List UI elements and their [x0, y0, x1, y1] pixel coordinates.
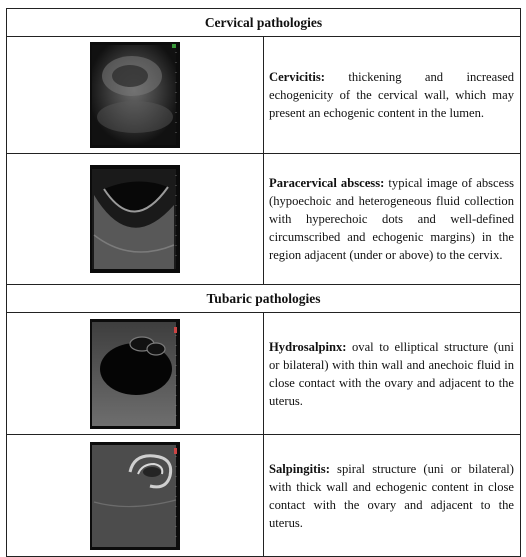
term-label: Hydrosalpinx: [269, 339, 347, 354]
term-description: thickening and increased echogenicity of the cervical wall, which may present an echogenic content in the lumen. [269, 70, 514, 120]
section-title-tubaric: Tubaric pathologies [7, 285, 521, 313]
section-header-row [7, 9, 521, 37]
term-description: typical image of abscess (hypoechoic and heterogeneous fluid collection with hyperechoic dots and well-defined circumscribed and echogenic margins) in the region adjacent (under or above) to the cervix. [269, 176, 514, 262]
image-cell [7, 313, 264, 435]
cervicitis-ultrasound-image [90, 42, 180, 148]
description-cell [264, 435, 521, 557]
table-row [7, 313, 521, 435]
table-row [7, 37, 521, 154]
pathologies-table [6, 8, 521, 557]
description-cell [264, 37, 521, 154]
term-label: Cervicitis: [269, 70, 325, 84]
table-row [7, 154, 521, 285]
table-row [7, 435, 521, 557]
paracervical-abscess-ultrasound-image [90, 165, 180, 273]
description-cell [264, 154, 521, 285]
term-label: Salpingitis: [269, 461, 330, 476]
section-title-cervical: Cervical pathologies [7, 9, 521, 37]
term-description: oval to elliptical structure (uni or bilateral) with thin wall and anechoic fluid in close contact with the ovary and adjacent to the uterus. [269, 339, 514, 408]
section-header-row [7, 285, 521, 313]
image-cell [7, 154, 264, 285]
term-description: spiral structure (uni or bilateral) with thick wall and echogenic content in close contact with the ovary and adjacent to the uterus. [269, 461, 514, 530]
salpingitis-ultrasound-image [90, 442, 180, 550]
image-cell [7, 435, 264, 557]
hydrosalpinx-ultrasound-image [90, 319, 180, 429]
term-label: Paracervical abscess: [269, 176, 385, 190]
image-cell [7, 37, 264, 154]
description-cell [264, 313, 521, 435]
